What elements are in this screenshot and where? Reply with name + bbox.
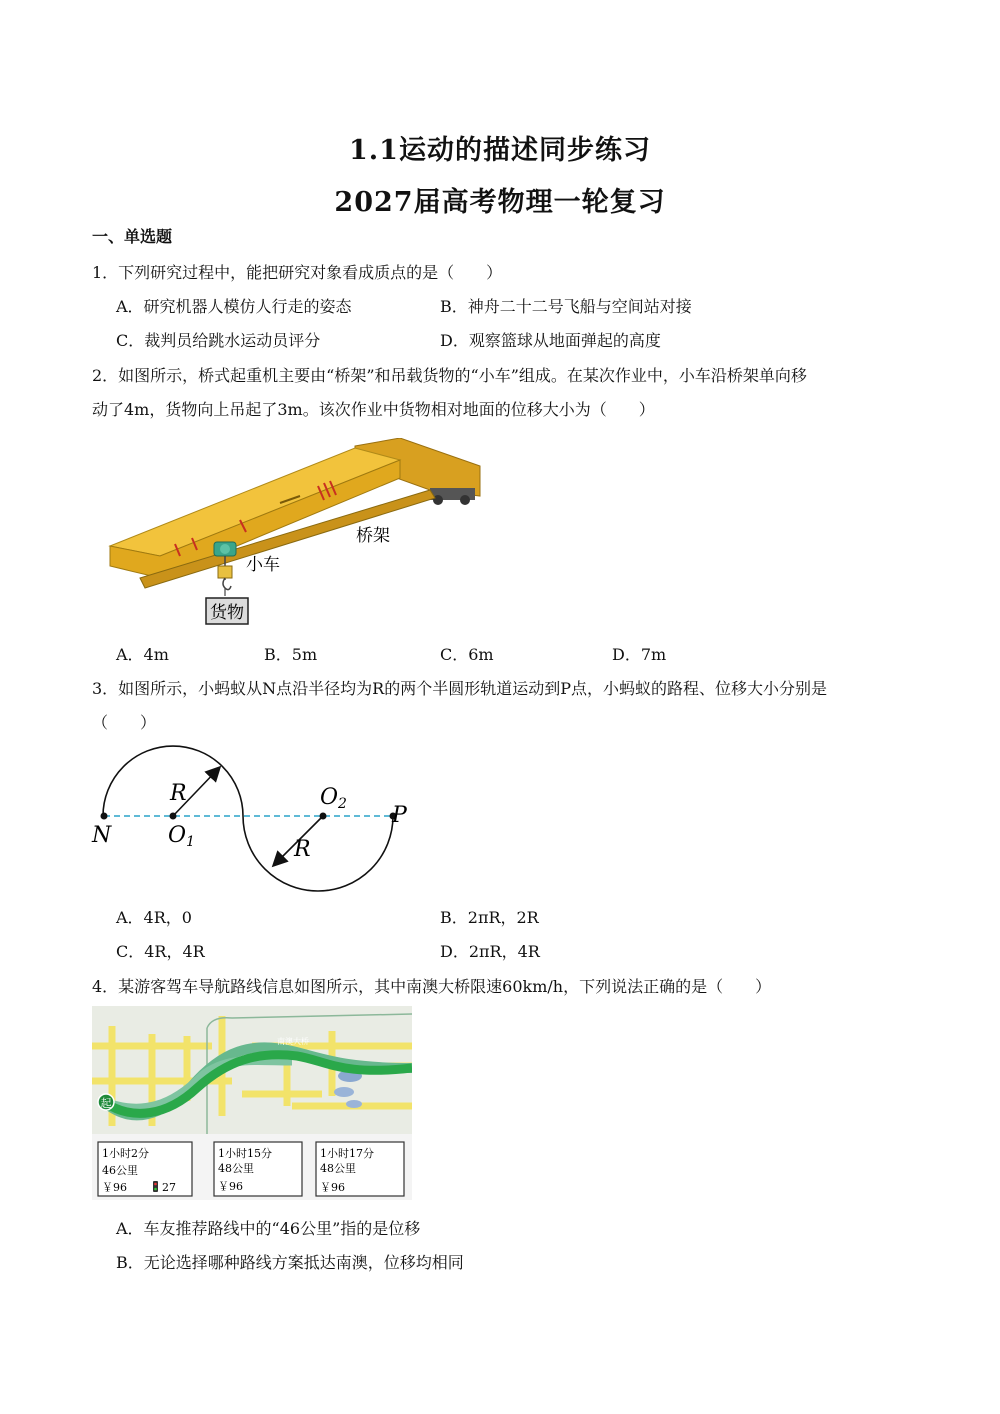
route-3-distance: 48公里 [320, 1162, 356, 1175]
q2-option-b: B．5m [264, 645, 318, 664]
q1-option-a: A．研究机器人模仿人行走的姿态 [116, 297, 352, 316]
q3-stem-line2: （ ） [92, 713, 157, 732]
traffic-light-icon [153, 1181, 158, 1192]
q4-stem: 4．某游客驾车导航路线信息如图所示，其中南澳大桥限速60km/h，下列说法正确的是（ ） [92, 977, 772, 996]
q3-option-a: A．4R，0 [116, 908, 192, 927]
route-3-price: ￥96 [320, 1181, 345, 1194]
route-3-time: 1小时17分 [320, 1147, 374, 1160]
radius-label-2: R [294, 837, 311, 862]
document-subtitle: 2027届高考物理一轮复习 [334, 187, 666, 218]
q3-option-d: D．2πR，4R [440, 942, 540, 961]
point-n-label: N [92, 823, 112, 848]
semicircle-track-figure [88, 738, 418, 896]
q3-option-c: C．4R，4R [116, 942, 205, 961]
center-o1-label: O1 [168, 823, 195, 850]
center-o2-label: O2 [320, 785, 347, 812]
route-2-time: 1小时15分 [218, 1147, 272, 1160]
route-1-distance: 46公里 [102, 1164, 138, 1177]
map-start-label: 起 [100, 1097, 112, 1110]
radius-label-1: R [170, 781, 187, 806]
q2-option-a: A．4m [116, 645, 169, 664]
route-2-price: ￥96 [218, 1180, 243, 1193]
q2-option-d: D．7m [612, 645, 667, 664]
q1-option-b: B．神舟二十二号飞船与空间站对接 [440, 297, 692, 316]
route-2-distance: 48公里 [218, 1162, 254, 1175]
point-p-label: P [392, 803, 407, 828]
q1-option-c: C．裁判员给跳水运动员评分 [116, 331, 321, 350]
q4-option-b: B．无论选择哪种路线方案抵达南澳，位移均相同 [116, 1253, 464, 1272]
map-road-label: 南澳大桥 [277, 1037, 309, 1046]
cart-label: 小车 [246, 555, 280, 575]
crane-figure [100, 438, 490, 633]
navigation-map-figure [92, 1006, 412, 1200]
document-title: 1.1运动的描述同步练习 [349, 135, 651, 166]
section-heading: 一、单选题 [92, 227, 173, 246]
q3-stem-line1: 3．如图所示，小蚂蚁从N点沿半径均为R的两个半圆形轨道运动到P点，小蚂蚁的路程、位移大小分别是 [92, 679, 827, 698]
q2-stem-line2: 动了4m，货物向上吊起了3m。该次作业中货物相对地面的位移大小为（ ） [92, 400, 655, 419]
route-1-price: ￥96 [102, 1181, 127, 1194]
route-1-lights: 27 [162, 1181, 176, 1194]
q1-stem: 1．下列研究过程中，能把研究对象看成质点的是（ ） [92, 263, 503, 282]
q2-stem-line1: 2．如图所示，桥式起重机主要由“桥架”和吊载货物的“小车”组成。在某次作业中，小车沿桥架单向移 [92, 366, 807, 385]
q2-option-c: C．6m [440, 645, 494, 664]
q3-option-b: B．2πR，2R [440, 908, 539, 927]
q4-option-a: A．车友推荐路线中的“46公里”指的是位移 [116, 1219, 421, 1238]
q1-option-d: D．观察篮球从地面弹起的高度 [440, 331, 661, 350]
cargo-label: 货物 [210, 603, 244, 623]
route-1-time: 1小时2分 [102, 1147, 149, 1160]
bridge-label: 桥架 [356, 526, 390, 546]
